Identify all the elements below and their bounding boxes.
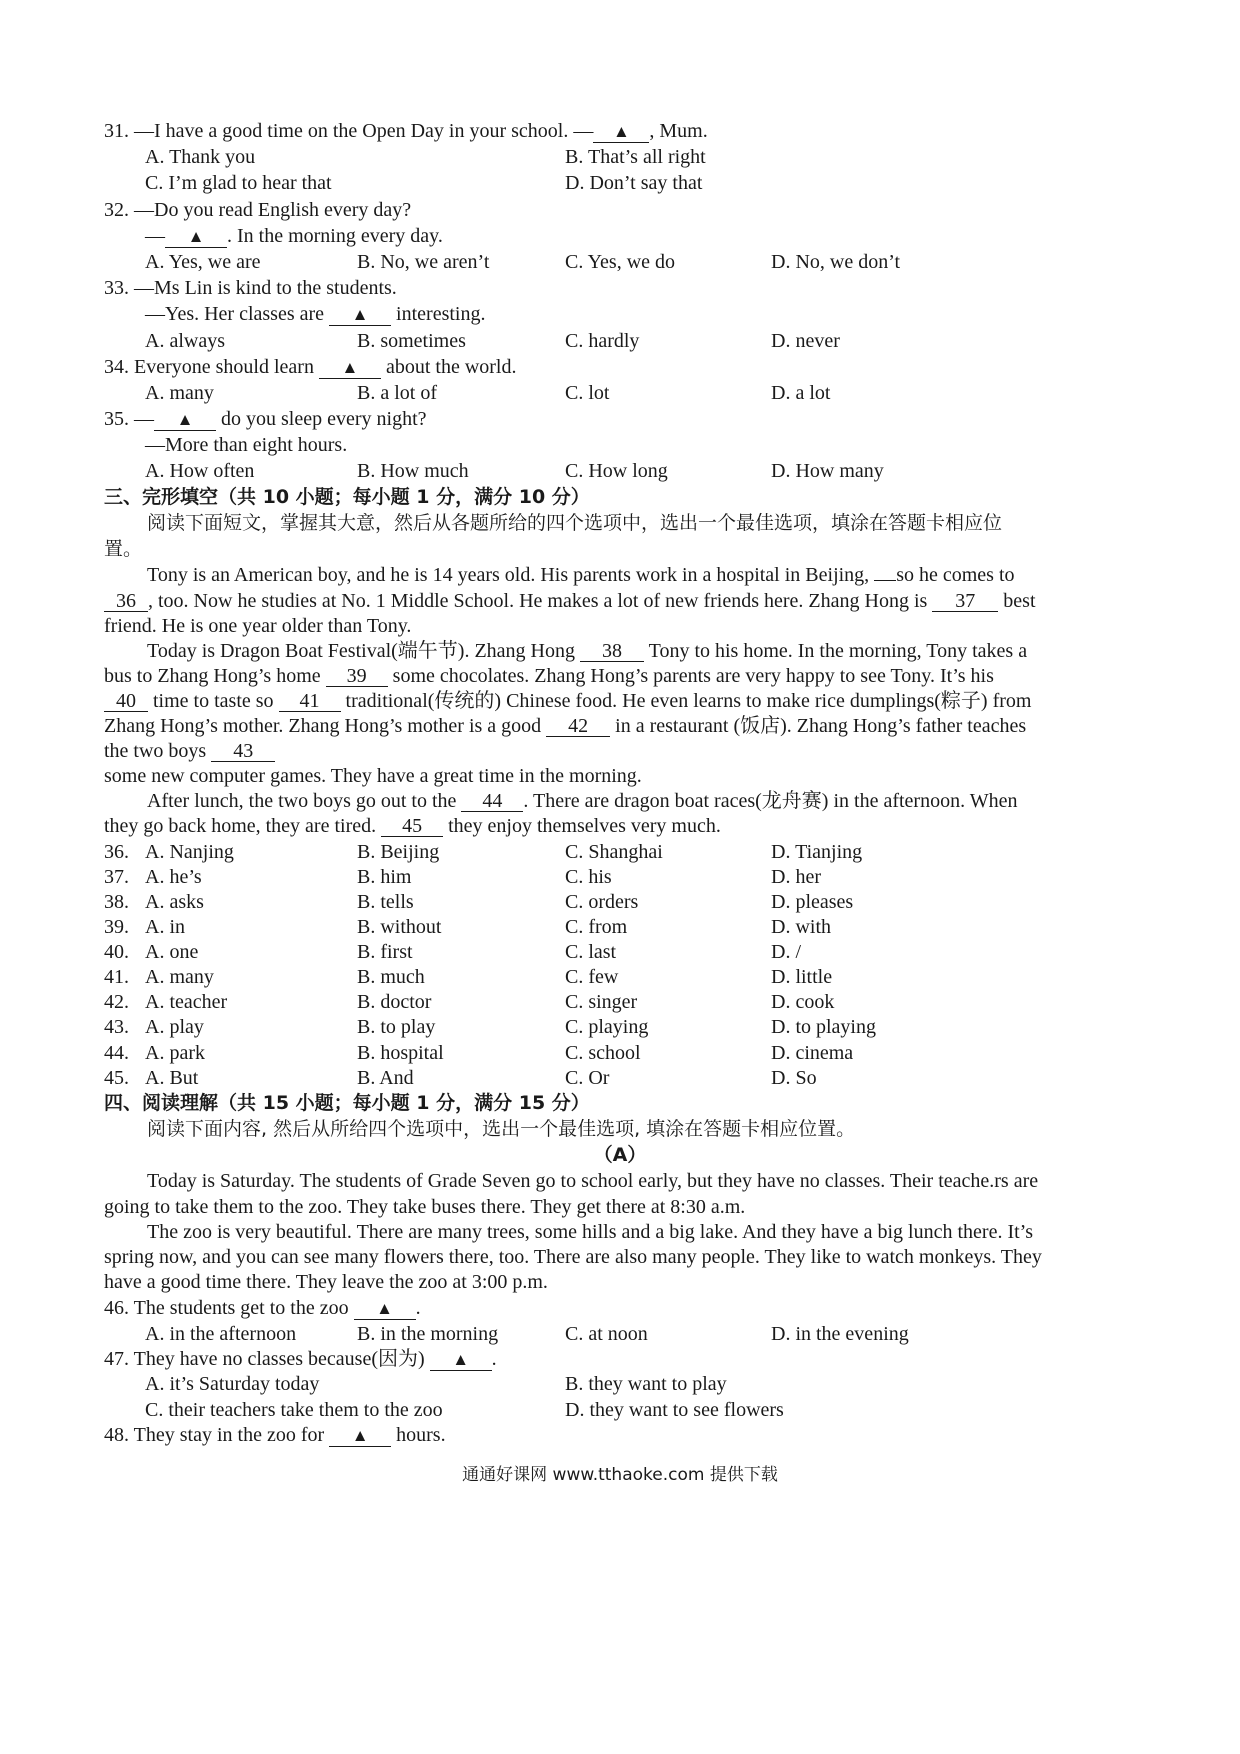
- option-c: C. Shanghai: [565, 841, 663, 863]
- question-text: interesting.: [396, 303, 486, 325]
- question-text: —I have a good time on the Open Day in your school. —: [134, 120, 594, 142]
- question-number: 33.: [104, 277, 129, 299]
- cloze-line: [147, 788, 1017, 814]
- option-b: B. without: [357, 916, 442, 938]
- option-b: B. a lot of: [357, 382, 437, 404]
- question-33: [104, 275, 397, 301]
- question-31: [104, 118, 708, 144]
- cloze-line: [104, 688, 1031, 714]
- answer-blank: [154, 409, 216, 431]
- option-a: A. he’s: [145, 866, 202, 888]
- option-d: D. So: [771, 1067, 817, 1089]
- option-c: C. his: [565, 866, 612, 888]
- option-d: D. little: [771, 966, 833, 988]
- passage-text: the two boys: [104, 740, 207, 762]
- question-number: 32.: [104, 199, 129, 221]
- question-text: 48. They stay in the zoo for: [104, 1424, 325, 1446]
- cloze-option-number: 38.: [104, 891, 129, 913]
- question-text: —: [145, 225, 165, 247]
- section-3-heading: 三、完形填空（共 10 小题；每小题 1 分，满分 10 分）: [104, 486, 590, 508]
- option-a: A. it’s Saturday today: [145, 1373, 320, 1395]
- option-c: C. school: [565, 1042, 641, 1064]
- answer-blank: [319, 357, 381, 379]
- answer-blank: [874, 580, 896, 581]
- option-c: C. Yes, we do: [565, 251, 676, 273]
- passage-text: so he comes to: [896, 564, 1015, 586]
- option-b: B. doctor: [357, 991, 432, 1013]
- option-c: C. few: [565, 966, 619, 988]
- question-text: —Ms Lin is kind to the students.: [134, 277, 397, 299]
- question-34: [104, 354, 516, 380]
- passage-text: Tony is an American boy, and he is 14 years old. His parents work in a hospital in Beijing,: [147, 564, 870, 586]
- cloze-option-number: 39.: [104, 916, 129, 938]
- question-47: [104, 1346, 497, 1372]
- passage-text: bus to Zhang Hong’s home: [104, 665, 321, 687]
- option-d: D. How many: [771, 460, 884, 482]
- option-a: A. park: [145, 1042, 205, 1064]
- question-number: 31.: [104, 120, 129, 142]
- blank-45: 45: [381, 816, 443, 837]
- option-d: D. Tianjing: [771, 841, 863, 863]
- option-a: A. teacher: [145, 991, 228, 1013]
- answer-blank: [329, 304, 391, 326]
- passage-text: Zhang Hong’s mother. Zhang Hong’s mother is a good: [104, 715, 542, 737]
- option-c: C. playing: [565, 1016, 649, 1038]
- cloze-option-number: 36.: [104, 841, 129, 863]
- option-c: C. last: [565, 941, 617, 963]
- option-b: B. to play: [357, 1016, 436, 1038]
- passage-text: traditional(传统的) Chinese food. He even learns to make rice dumplings(粽子) from: [345, 690, 1032, 712]
- blank-43: 43: [211, 741, 275, 762]
- passage-text: time to taste so: [153, 690, 274, 712]
- triangle-marker: ▲: [176, 410, 194, 429]
- cloze-option-number: 44.: [104, 1042, 129, 1064]
- answer-blank: [354, 1298, 416, 1320]
- option-a: A. Nanjing: [145, 841, 234, 863]
- option-b: B. How much: [357, 460, 469, 482]
- cloze-line: [104, 738, 275, 764]
- passage-text: . There are dragon boat races(龙舟赛) in the afternoon. When: [523, 790, 1018, 812]
- cloze-option-number: 40.: [104, 941, 129, 963]
- question-text: . In the morning every day.: [227, 225, 443, 247]
- option-b: B. That’s all right: [565, 146, 706, 168]
- option-c: C. orders: [565, 891, 639, 913]
- option-b: B. And: [357, 1067, 414, 1089]
- option-d: D. No, we don’t: [771, 251, 901, 273]
- question-text: , Mum.: [649, 120, 708, 142]
- option-a: A. in: [145, 916, 185, 938]
- question-text: about the world.: [385, 356, 517, 378]
- option-b: B. they want to play: [565, 1373, 727, 1395]
- section-3-instruction: 阅读下面短文，掌握其大意，然后从各题所给的四个选项中，选出一个最佳选项，填涂在答题卡相应位: [147, 512, 1003, 534]
- option-c: C. from: [565, 916, 628, 938]
- option-b: B. tells: [357, 891, 414, 913]
- option-b: B. hospital: [357, 1042, 444, 1064]
- option-d: D. cook: [771, 991, 835, 1013]
- triangle-marker: ▲: [452, 1350, 470, 1369]
- question-48: [104, 1422, 446, 1448]
- option-d: D. with: [771, 916, 831, 938]
- option-d: D. to playing: [771, 1016, 876, 1038]
- option-d: D. in the evening: [771, 1323, 909, 1345]
- question-46: [104, 1295, 421, 1321]
- question-text: 47. They have no classes because(因为): [104, 1348, 425, 1370]
- question-text: .: [415, 1297, 421, 1319]
- question-text: —: [134, 408, 154, 430]
- blank-38: 38: [580, 641, 644, 662]
- blank-40: 40: [104, 691, 148, 712]
- question-33-reply: [145, 301, 485, 327]
- option-c: C. I’m glad to hear that: [145, 172, 332, 194]
- blank-39: 39: [326, 666, 388, 687]
- passage-text: in a restaurant (饭店). Zhang Hong’s father teaches: [615, 715, 1027, 737]
- option-b: B. Beijing: [357, 841, 440, 863]
- option-a: A. play: [145, 1016, 204, 1038]
- question-text: do you sleep every night?: [221, 408, 427, 430]
- option-b: B. him: [357, 866, 412, 888]
- question-35: [104, 406, 427, 432]
- cloze-option-number: 43.: [104, 1016, 129, 1038]
- option-b: B. sometimes: [357, 330, 466, 352]
- question-32: [104, 197, 411, 223]
- question-text: .: [491, 1348, 497, 1370]
- blank-36: 36: [104, 591, 148, 612]
- question-text: —Yes. Her classes are: [145, 303, 325, 325]
- passage-text: , too. Now he studies at No. 1 Middle School. He makes a lot of new friends here. Zhang Hong is: [148, 590, 928, 612]
- cloze-line: friend. He is one year older than Tony.: [104, 615, 412, 637]
- option-d: D. Don’t say that: [565, 172, 703, 194]
- question-number: 35.: [104, 408, 129, 430]
- triangle-marker: ▲: [351, 1426, 369, 1445]
- option-b: B. first: [357, 941, 413, 963]
- option-a: A. always: [145, 330, 225, 352]
- option-a: A. many: [145, 966, 214, 988]
- triangle-marker: ▲: [187, 227, 205, 246]
- option-d: D. her: [771, 866, 821, 888]
- option-d: D. never: [771, 330, 840, 352]
- option-d: D. a lot: [771, 382, 831, 404]
- option-c: C. hardly: [565, 330, 640, 352]
- option-c: C. at noon: [565, 1323, 648, 1345]
- option-c: C. Or: [565, 1067, 610, 1089]
- passage-text: Today is Dragon Boat Festival(端午节). Zhang Hong: [147, 640, 575, 662]
- option-d: D. they want to see flowers: [565, 1399, 784, 1421]
- page-footer: 通通好课网 www.tthaoke.com 提供下载: [462, 1465, 778, 1485]
- option-a: A. How often: [145, 460, 255, 482]
- question-text: Everyone should learn: [134, 356, 314, 378]
- option-b: B. in the morning: [357, 1323, 499, 1345]
- passage-line: The zoo is very beautiful. There are many trees, some hills and a big lake. And they have a big lunch there. It’s: [147, 1221, 1034, 1243]
- blank-37: 37: [932, 591, 998, 612]
- passage-text: best: [1003, 590, 1036, 612]
- option-c: C. their teachers take them to the zoo: [145, 1399, 443, 1421]
- passage-line: Today is Saturday. The students of Grade Seven go to school early, but they have no classes. Their teache.rs are: [147, 1170, 1039, 1192]
- question-text: 46. The students get to the zoo: [104, 1297, 349, 1319]
- answer-blank: [329, 1425, 391, 1447]
- answer-blank: [430, 1349, 492, 1371]
- passage-label: （A）: [593, 1144, 647, 1166]
- blank-42: 42: [546, 716, 610, 737]
- cloze-line: [104, 663, 994, 689]
- answer-blank: [593, 121, 649, 143]
- option-b: B. No, we aren’t: [357, 251, 490, 273]
- cloze-line: [104, 813, 721, 839]
- option-a: A. asks: [145, 891, 204, 913]
- blank-44: 44: [461, 791, 523, 812]
- cloze-option-number: 45.: [104, 1067, 129, 1089]
- triangle-marker: ▲: [612, 122, 630, 141]
- cloze-line: [104, 588, 1036, 614]
- passage-line: have a good time there. They leave the zoo at 3:00 p.m.: [104, 1271, 548, 1293]
- option-c: C. How long: [565, 460, 668, 482]
- passage-text: they enjoy themselves very much.: [448, 815, 721, 837]
- question-text: —Do you read English every day?: [134, 199, 412, 221]
- passage-text: some chocolates. Zhang Hong’s parents are very happy to see Tony. It’s his: [392, 665, 994, 687]
- cloze-option-number: 42.: [104, 991, 129, 1013]
- cloze-line: [104, 713, 1026, 739]
- cloze-line: some new computer games. They have a great time in the morning.: [104, 765, 642, 787]
- cloze-line: [147, 638, 1027, 664]
- blank-41: 41: [279, 691, 341, 712]
- passage-text: they go back home, they are tired.: [104, 815, 377, 837]
- option-a: A. one: [145, 941, 199, 963]
- option-a: A. But: [145, 1067, 199, 1089]
- section-4-heading: 四、阅读理解（共 15 小题；每小题 1 分，满分 15 分）: [104, 1092, 590, 1114]
- section-3-instruction-cont: 置。: [104, 538, 143, 560]
- option-a: A. Yes, we are: [145, 251, 261, 273]
- cloze-line: [147, 562, 1015, 588]
- option-a: A. in the afternoon: [145, 1323, 297, 1345]
- option-d: D. /: [771, 941, 801, 963]
- question-number: 34.: [104, 356, 129, 378]
- passage-text: After lunch, the two boys go out to the: [147, 790, 457, 812]
- answer-blank: [165, 226, 227, 248]
- option-d: D. pleases: [771, 891, 854, 913]
- option-b: B. much: [357, 966, 425, 988]
- question-32-reply: [145, 223, 443, 249]
- option-a: A. many: [145, 382, 214, 404]
- option-c: C. singer: [565, 991, 638, 1013]
- passage-text: Tony to his home. In the morning, Tony takes a: [648, 640, 1028, 662]
- cloze-option-number: 37.: [104, 866, 129, 888]
- cloze-option-number: 41.: [104, 966, 129, 988]
- passage-line: going to take them to the zoo. They take buses there. They get there at 8:30 a.m.: [104, 1196, 746, 1218]
- option-a: A. Thank you: [145, 146, 256, 168]
- triangle-marker: ▲: [376, 1299, 393, 1318]
- option-c: C. lot: [565, 382, 610, 404]
- section-4-instruction: 阅读下面内容, 然后从所给四个选项中，选出一个最佳选项, 填涂在答题卡相应位置。: [147, 1118, 856, 1140]
- question-text: hours.: [396, 1424, 446, 1446]
- triangle-marker: ▲: [341, 358, 359, 377]
- triangle-marker: ▲: [351, 305, 369, 324]
- question-35-reply: —More than eight hours.: [145, 434, 348, 456]
- passage-line: spring now, and you can see many flowers there, too. There are also many people. They like to watch monkeys. They: [104, 1246, 1042, 1268]
- option-d: D. cinema: [771, 1042, 854, 1064]
